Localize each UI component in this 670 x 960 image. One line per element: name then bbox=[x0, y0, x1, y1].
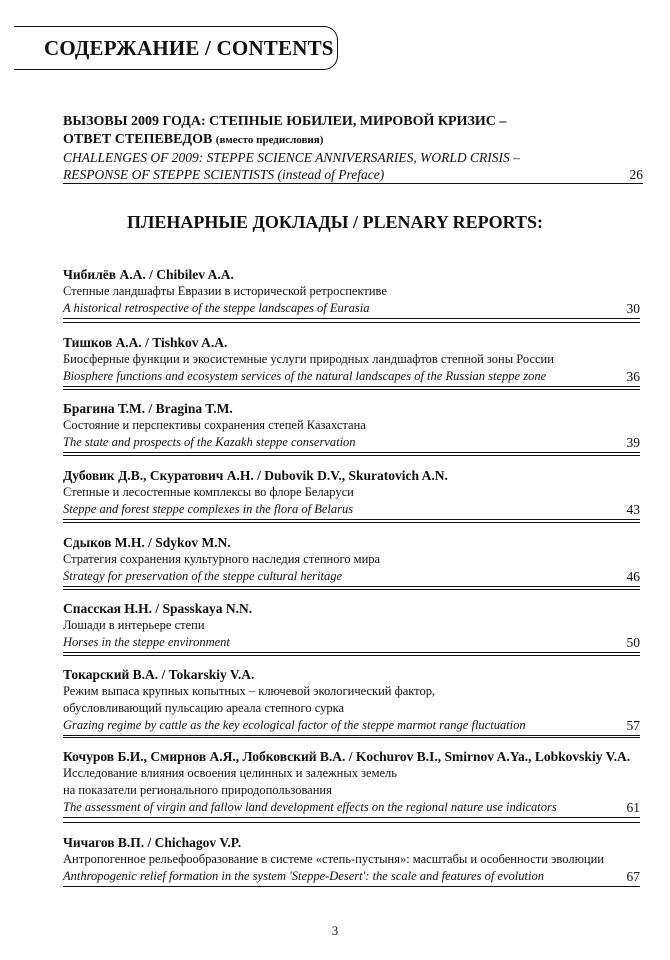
preface-title-ru-line2: ОТВЕТ СТЕПЕВЕДОВ bbox=[63, 132, 213, 147]
page-number-footer: 3 bbox=[331, 923, 339, 938]
toc-entry bbox=[63, 534, 640, 587]
preface-title-ru bbox=[63, 113, 643, 149]
toc-entry bbox=[63, 334, 640, 387]
entry-separator bbox=[63, 455, 640, 456]
entry-author: Чичагов В.П. / Chichagov V.P. bbox=[63, 835, 242, 850]
preface-entry bbox=[63, 113, 643, 184]
entry-title-en-row bbox=[63, 634, 640, 653]
entry-author: Дубовик Д.В., Скуратович А.Н. / Dubovik D.V., Skuratovich A.N. bbox=[63, 468, 448, 483]
entry-title-ru: Антропогенное рельефообразование в системе «степь-пустыня»: масштабы и особенности эволюции bbox=[63, 852, 604, 866]
preface-note-ru: (вместо предисловия) bbox=[215, 134, 324, 146]
entry-title-en-row bbox=[63, 300, 640, 319]
entry-title-ru: Степные ландшафты Евразии в исторической ретроспективе bbox=[63, 284, 387, 298]
toc-entry bbox=[63, 748, 640, 818]
entry-title-ru: Стратегия сохранения культурного наследия степного мира bbox=[63, 552, 381, 566]
entry-separator bbox=[63, 655, 640, 656]
entry-title-ru: Лошади в интерьере степи bbox=[63, 618, 205, 632]
entry-title-en-row bbox=[63, 799, 640, 818]
entry-page-number: 46 bbox=[626, 569, 640, 584]
entry-author: Токарский В.А. / Tokarskiy V.A. bbox=[63, 667, 255, 682]
preface-page-number: 26 bbox=[629, 167, 643, 182]
entry-title-en: A historical retrospective of the steppe landscapes of Eurasia bbox=[63, 301, 370, 315]
entry-author: Сдыков М.Н. / Sdykov M.N. bbox=[63, 535, 231, 550]
entry-title-en: The state and prospects of the Kazakh steppe conservation bbox=[63, 435, 356, 449]
entry-title-en-row bbox=[63, 368, 640, 387]
entry-page-number: 57 bbox=[626, 718, 640, 733]
entry-page-number: 67 bbox=[626, 869, 640, 884]
entry-title-en: Horses in the steppe environment bbox=[63, 635, 230, 649]
entry-title-ru: Степные и лесостепные комплексы во флоре Беларуси bbox=[63, 485, 354, 499]
entry-title-ru: Режим выпаса крупных копытных – ключевой экологический фактор, bbox=[63, 684, 436, 698]
entry-page-number: 36 bbox=[626, 369, 640, 384]
entry-author: Брагина Т.М. / Bragina T.M. bbox=[63, 401, 233, 416]
entry-separator bbox=[63, 822, 640, 823]
entry-page-number: 61 bbox=[626, 800, 640, 815]
entry-title-en: Strategy for preservation of the steppe cultural heritage bbox=[63, 569, 343, 583]
contents-title: СОДЕРЖАНИЕ / CONTENTS bbox=[44, 36, 334, 60]
entry-title-en: The assessment of virgin and fallow land development effects on the regional nature use indicators bbox=[63, 800, 557, 814]
entry-title-ru: Состояние и перспективы сохранения степей Казахстана bbox=[63, 418, 366, 432]
entry-separator bbox=[63, 389, 640, 390]
entry-separator bbox=[63, 522, 640, 523]
entry-title-en-row bbox=[63, 501, 640, 520]
entry-separator bbox=[63, 322, 640, 323]
entry-page-number: 50 bbox=[626, 635, 640, 650]
entry-title-en-row bbox=[63, 717, 640, 736]
entry-separator bbox=[63, 737, 640, 738]
entry-title-en: Grazing regime by cattle as the key ecological factor of the steppe marmot range fluctuation bbox=[63, 718, 526, 732]
entry-separator bbox=[63, 589, 640, 590]
entry-title-en: Anthropogenic relief formation in the system 'Steppe-Desert': the scale and features of evolution bbox=[63, 869, 544, 883]
entry-author: Кочуров Б.И., Смирнов А.Я., Лобковский В.А. / Kochurov B.I., Smirnov A.Ya., Lobkovskiy V.A. bbox=[63, 749, 631, 764]
toc-entry bbox=[63, 400, 640, 453]
toc-entry bbox=[63, 834, 640, 887]
entry-title-ru: Исследование влияния освоения целинных и залежных земель bbox=[63, 766, 397, 780]
entry-author: Чибилёв А.А. / Chibilev A.A. bbox=[63, 267, 234, 282]
entry-title-en-row bbox=[63, 434, 640, 453]
toc-entry bbox=[63, 467, 640, 520]
entry-page-number: 39 bbox=[626, 435, 640, 450]
entry-author: Тишков А.А. / Tishkov A.A. bbox=[63, 335, 228, 350]
section-title-plenary: ПЛЕНАРНЫЕ ДОКЛАДЫ / PLENARY REPORTS: bbox=[126, 212, 544, 232]
entry-title-ru: обусловливающий пульсацию ареала степного сурка bbox=[63, 701, 345, 715]
entry-title-en: Biosphere functions and ecosystem services of the natural landscapes of the Russian steppe zone bbox=[63, 369, 547, 383]
contents-header-box bbox=[14, 26, 338, 70]
toc-entry bbox=[63, 600, 640, 653]
preface-title-en bbox=[63, 149, 643, 184]
entry-title-ru: на показатели регионального природопользования bbox=[63, 783, 332, 797]
preface-title-en-line1: CHALLENGES OF 2009: STEPPE SCIENCE ANNIVERSARIES, WORLD CRISIS – bbox=[63, 150, 520, 165]
entry-page-number: 30 bbox=[626, 301, 640, 316]
preface-title-en-line2: RESPONSE OF STEPPE SCIENTISTS (instead of Preface) bbox=[63, 167, 385, 182]
toc-entry bbox=[63, 266, 640, 319]
entry-title-en: Steppe and forest steppe complexes in the flora of Belarus bbox=[63, 502, 354, 516]
preface-title-ru-line1: ВЫЗОВЫ 2009 ГОДА: СТЕПНЫЕ ЮБИЛЕИ, МИРОВОЙ КРИЗИС – bbox=[63, 114, 507, 129]
toc-entry bbox=[63, 666, 640, 736]
entry-page-number: 43 bbox=[626, 502, 640, 517]
entry-author: Спасская Н.Н. / Spasskaya N.N. bbox=[63, 601, 253, 616]
entry-title-en-row bbox=[63, 868, 640, 887]
entry-title-ru: Биосферные функции и экосистемные услуги природных ландшафтов степной зоны России bbox=[63, 352, 554, 366]
entry-title-en-row bbox=[63, 568, 640, 587]
